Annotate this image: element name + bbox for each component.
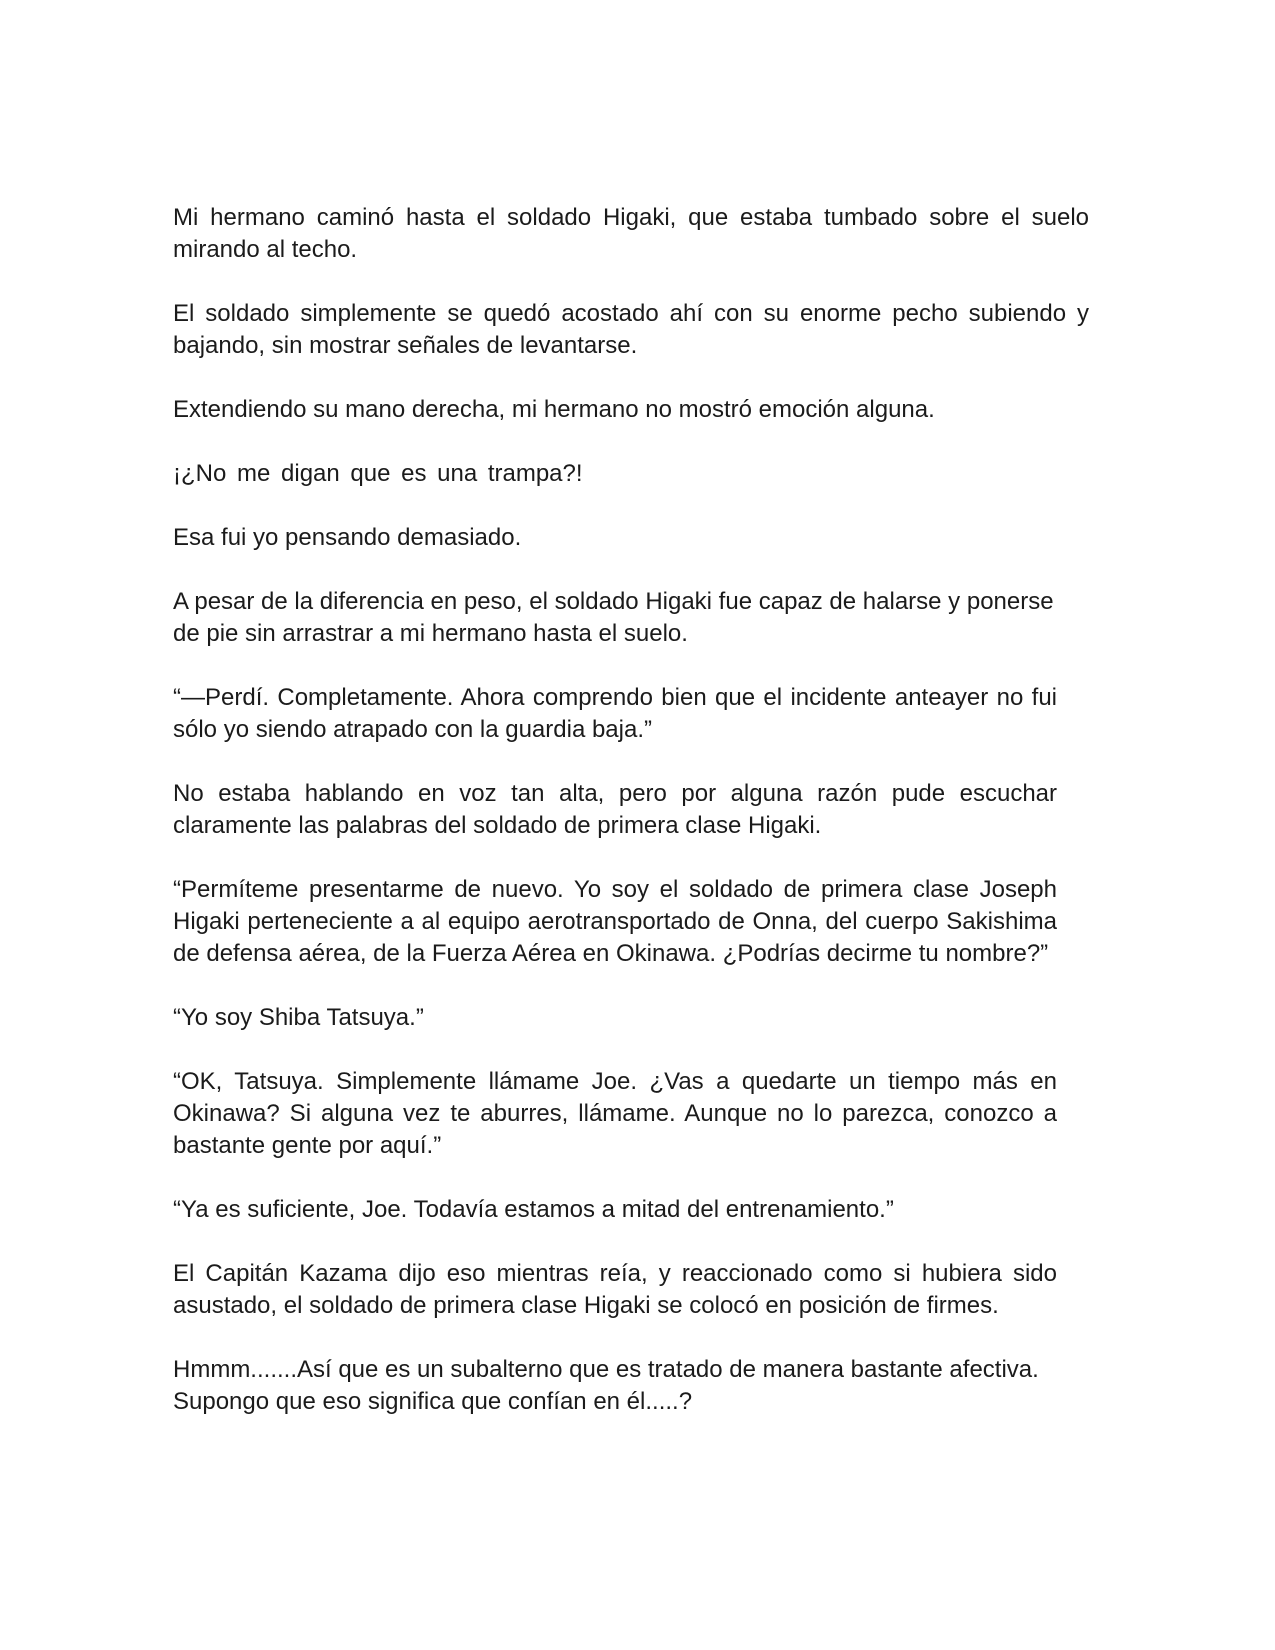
- text-line: Extendiendo su mano derecha, mi hermano no mostró emoción alguna.: [173, 396, 935, 423]
- paragraph: [173, 778, 1089, 842]
- text-line: mirando al techo.: [173, 236, 358, 263]
- paragraph: [173, 586, 1089, 650]
- text-line: de defensa aérea, de la Fuerza Aérea en Okinawa. ¿Podrías decirme tu nombre?”: [173, 940, 1049, 967]
- paragraph: [173, 522, 1089, 554]
- paragraph: [173, 298, 1089, 362]
- text-line: sólo yo siendo atrapado con la guardia baja.”: [173, 716, 652, 743]
- text-line: Higaki perteneciente a al equipo aerotransportado de Onna, del cuerpo Sakishima: [173, 908, 1057, 935]
- text-line: Supongo que eso significa que confían en él.....?: [173, 1388, 693, 1415]
- text-line: claramente las palabras del soldado de primera clase Higaki.: [173, 812, 822, 839]
- paragraph: [173, 1194, 1089, 1226]
- text-line: Esa fui yo pensando demasiado.: [173, 524, 522, 551]
- text-line: El Capitán Kazama dijo eso mientras reía, y reaccionado como si hubiera sido: [173, 1260, 1057, 1287]
- text-line: No estaba hablando en voz tan alta, pero por alguna razón pude escuchar: [173, 780, 1057, 807]
- paragraph: [173, 458, 1089, 490]
- text-line: ¡¿No me digan que es una trampa?!: [173, 460, 583, 487]
- paragraph: [173, 1258, 1089, 1322]
- text-line: “OK, Tatsuya. Simplemente llámame Joe. ¿Vas a quedarte un tiempo más en: [173, 1068, 1057, 1095]
- paragraph: [173, 394, 1089, 426]
- text-line: de pie sin arrastrar a mi hermano hasta el suelo.: [173, 620, 688, 647]
- text-line: El soldado simplemente se quedó acostado ahí con su enorme pecho subiendo y: [173, 300, 1089, 327]
- paragraph: [173, 1354, 1089, 1418]
- text-line: “Ya es suficiente, Joe. Todavía estamos a mitad del entrenamiento.”: [173, 1196, 894, 1223]
- paragraph: [173, 1066, 1089, 1162]
- text-line: “Yo soy Shiba Tatsuya.”: [173, 1004, 424, 1031]
- paragraph: [173, 1002, 1089, 1034]
- paragraph: [173, 682, 1089, 746]
- text-line: Okinawa? Si alguna vez te aburres, llámame. Aunque no lo parezca, conozco a: [173, 1100, 1057, 1127]
- text-line: Hmmm.......Así que es un subalterno que es tratado de manera bastante afectiva.: [173, 1356, 1039, 1383]
- text-line: “Permíteme presentarme de nuevo. Yo soy el soldado de primera clase Joseph: [173, 876, 1057, 903]
- text-line: bajando, sin mostrar señales de levantarse.: [173, 332, 638, 359]
- document-body: [173, 202, 1089, 1450]
- text-line: “—Perdí. Completamente. Ahora comprendo bien que el incidente anteayer no fui: [173, 684, 1057, 711]
- paragraph: [173, 874, 1089, 970]
- text-line: A pesar de la diferencia en peso, el soldado Higaki fue capaz de halarse y ponerse: [173, 588, 1054, 615]
- text-line: Mi hermano caminó hasta el soldado Higaki, que estaba tumbado sobre el suelo: [173, 204, 1089, 231]
- paragraph: [173, 202, 1089, 266]
- text-line: asustado, el soldado de primera clase Higaki se colocó en posición de firmes.: [173, 1292, 999, 1319]
- text-line: bastante gente por aquí.”: [173, 1132, 442, 1159]
